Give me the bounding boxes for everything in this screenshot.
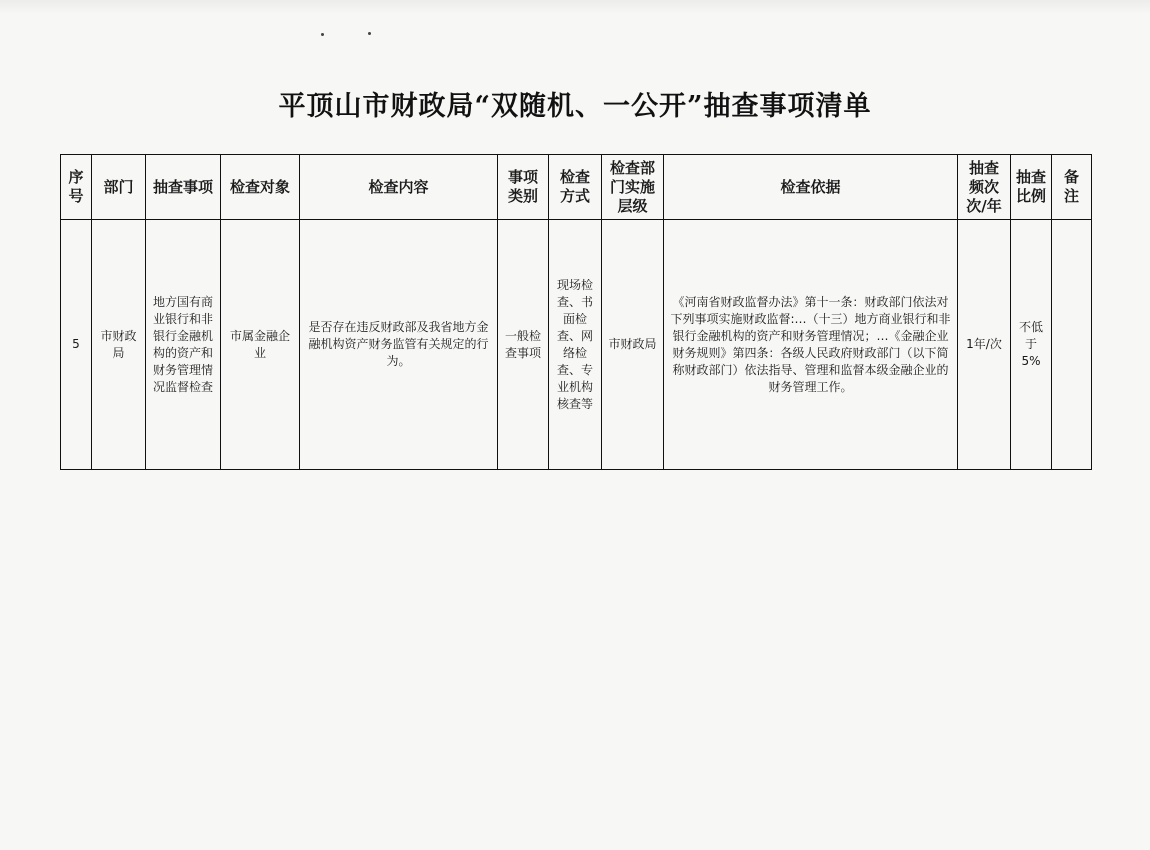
inspection-checklist-table — [60, 154, 1092, 470]
header-department: 部门 — [92, 155, 146, 220]
cell-content: 是否存在违反财政部及我省地方金融机构资产财务监管有关规定的行为。 — [300, 220, 498, 470]
scan-top-edge — [0, 0, 1150, 14]
header-index: 序号 — [61, 155, 92, 220]
header-item: 抽查事项 — [146, 155, 221, 220]
cell-ratio: 不低于5% — [1011, 220, 1052, 470]
header-category: 事项类别 — [498, 155, 549, 220]
header-frequency: 抽查频次次/年 — [958, 155, 1011, 220]
header-ratio: 抽查比例 — [1011, 155, 1052, 220]
scan-speck — [321, 33, 324, 36]
cell-method: 现场检查、书面检查、网络检查、专业机构核查等 — [549, 220, 602, 470]
header-target: 检查对象 — [221, 155, 300, 220]
cell-department: 市财政局 — [92, 220, 146, 470]
cell-level: 市财政局 — [602, 220, 664, 470]
header-basis: 检查依据 — [664, 155, 958, 220]
scan-speck — [368, 32, 371, 35]
document-title: 平顶山市财政局“双随机、一公开”抽查事项清单 — [278, 91, 872, 122]
cell-target: 市属金融企业 — [221, 220, 300, 470]
cell-category: 一般检查事项 — [498, 220, 549, 470]
table-row — [61, 220, 1092, 470]
header-method: 检查方式 — [549, 155, 602, 220]
cell-basis: 《河南省财政监督办法》第十一条：财政部门依法对下列事项实施财政监督:…（十三）地方商业银行和非银行金融机构的资产和财务管理情况；…《金融企业财务规则》第四条：各级人民政府财政部门（以下简称财政部门）依法指导、管理和监督本级金融企业的财务管理工作。 — [664, 220, 958, 470]
header-content: 检查内容 — [300, 155, 498, 220]
table-header-row — [61, 155, 1092, 220]
cell-frequency: 1年/次 — [958, 220, 1011, 470]
cell-remark — [1052, 220, 1092, 470]
header-remark: 备注 — [1052, 155, 1092, 220]
cell-index: 5 — [61, 220, 92, 470]
header-level: 检查部门实施层级 — [602, 155, 664, 220]
cell-item: 地方国有商业银行和非银行金融机构的资产和财务管理情况监督检查 — [146, 220, 221, 470]
